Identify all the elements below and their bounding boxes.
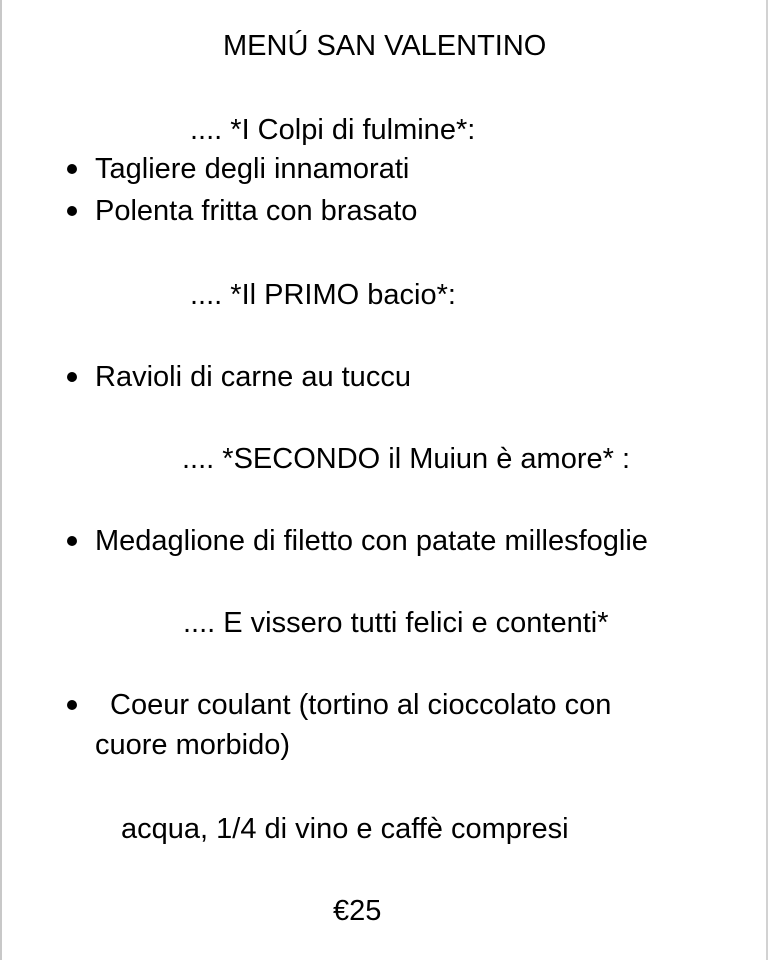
menu-item: Ravioli di carne au tuccu xyxy=(95,361,411,393)
section-heading: .... *SECONDO il Muiun è amore* : xyxy=(182,443,631,475)
section-heading: .... *I Colpi di fulmine*: xyxy=(190,114,476,146)
page-border-left xyxy=(0,0,2,960)
menu-item: Polenta fritta con brasato xyxy=(95,195,418,227)
price: €25 xyxy=(333,895,382,927)
bullet-icon xyxy=(67,372,77,382)
included-note: acqua, 1/4 di vino e caffè compresi xyxy=(121,813,569,845)
menu-item: Medaglione di filetto con patate millesfoglie xyxy=(95,525,648,557)
bullet-icon xyxy=(67,700,77,710)
bullet-icon xyxy=(67,164,77,174)
menu-item: Coeur coulant (tortino al cioccolato con xyxy=(110,689,612,721)
section-heading: .... *Il PRIMO bacio*: xyxy=(190,279,456,311)
menu-title: MENÚ SAN VALENTINO xyxy=(223,30,547,62)
menu-item: Tagliere degli innamorati xyxy=(95,153,410,185)
bullet-icon xyxy=(67,206,77,216)
menu-item-continuation: cuore morbido) xyxy=(95,729,291,761)
bullet-icon xyxy=(67,536,77,546)
section-heading: .... E vissero tutti felici e contenti* xyxy=(183,607,609,639)
